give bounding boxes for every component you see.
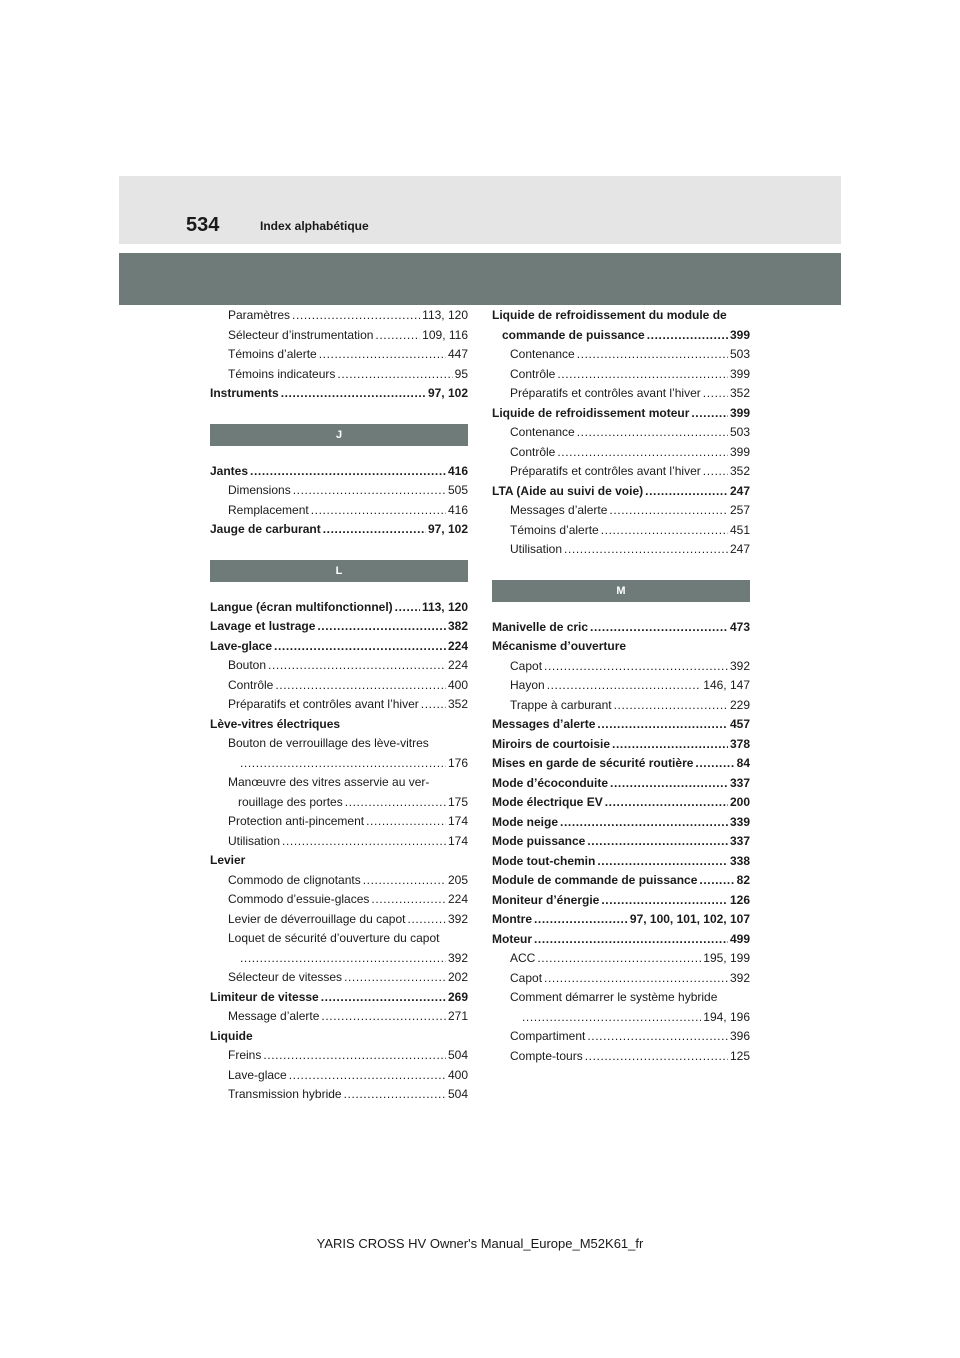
entry-pages: 175 — [447, 794, 468, 809]
index-entry-text: Manœuvre des vitres asservie au ver- — [228, 775, 430, 789]
entry-pages: 338 — [729, 853, 750, 868]
index-entry — [492, 949, 750, 969]
index-entry-main — [210, 617, 468, 637]
leader-dots — [268, 656, 446, 676]
leader-dots — [345, 793, 446, 813]
entry-pages: 224 — [447, 892, 468, 906]
leader-dots — [292, 306, 420, 326]
entry-pages: 202 — [447, 970, 468, 984]
leader-dots — [363, 871, 446, 891]
leader-dots — [323, 520, 426, 540]
entry-label: Utilisation — [228, 833, 281, 848]
index-column-right — [492, 306, 750, 1066]
index-entry — [210, 910, 468, 930]
letter-band-j: J — [210, 424, 468, 446]
entry-label: Langue (écran multifonctionnel) — [210, 599, 393, 614]
leader-dots — [371, 890, 446, 910]
entry-pages: 352 — [729, 464, 750, 478]
entry-pages: 378 — [729, 736, 750, 751]
entry-label: Mises en garde de sécurité routière — [492, 756, 694, 770]
index-entry — [492, 540, 750, 560]
entry-label: Contenance — [510, 425, 575, 439]
entry-pages: 194, 196 — [703, 1009, 750, 1024]
leader-dots — [645, 482, 728, 502]
index-entry-main — [492, 735, 750, 755]
entry-pages: 392 — [729, 658, 750, 673]
entry-pages: 174 — [447, 833, 468, 848]
entry-pages: 400 — [447, 677, 468, 692]
entry-label: Lave-glace — [210, 638, 273, 653]
entry-pages: 339 — [729, 814, 750, 829]
entry-pages: 451 — [729, 522, 750, 537]
entry-pages: 447 — [447, 347, 468, 361]
entry-pages: 269 — [447, 989, 468, 1004]
index-heading: Liquide — [210, 1028, 253, 1043]
index-entry-main — [492, 832, 750, 852]
leader-dots — [577, 423, 728, 443]
entry-pages: 174 — [447, 814, 468, 828]
leader-dots — [601, 521, 728, 541]
index-entry — [492, 676, 750, 696]
leader-dots — [703, 384, 728, 404]
entry-label: Capot — [510, 658, 543, 673]
leader-dots — [421, 695, 446, 715]
index-entry — [210, 1085, 468, 1105]
page-number: 534 — [186, 214, 220, 236]
leader-dots — [557, 365, 728, 385]
leader-dots — [534, 930, 728, 950]
entry-pages: 109, 116 — [422, 327, 468, 342]
leader-dots — [587, 832, 728, 852]
leader-dots — [240, 949, 446, 969]
entry-label: Levier de déverrouillage du capot — [228, 911, 406, 926]
leader-dots — [699, 871, 734, 891]
section-title: Index alphabétique — [260, 219, 369, 233]
index-entry-main — [492, 891, 750, 911]
leader-dots — [560, 813, 728, 833]
entry-label: Capot — [510, 970, 543, 985]
entry-label: Jauge de carburant — [210, 522, 321, 536]
entry-label: Module de commande de puissance — [492, 873, 698, 887]
entry-label: Messages d’alerte — [492, 717, 596, 731]
leader-dots — [319, 345, 446, 365]
entry-label: Compte-tours — [510, 1048, 583, 1063]
leader-dots — [597, 715, 728, 735]
index-entry — [210, 1046, 468, 1066]
entry-label: Dimensions — [228, 483, 291, 497]
index-entry — [210, 871, 468, 891]
index-entry — [492, 1047, 750, 1067]
leader-dots — [557, 443, 728, 463]
leader-dots — [366, 812, 446, 832]
entry-pages: 416 — [447, 502, 468, 517]
leader-dots — [311, 501, 446, 521]
index-entry — [210, 326, 468, 346]
entry-label: Moteur — [492, 931, 532, 946]
entry-label: Préparatifs et contrôles avant l’hiver — [510, 386, 701, 400]
index-entry-main — [210, 988, 468, 1008]
index-entry-main — [210, 520, 468, 540]
leader-dots — [691, 404, 728, 424]
entry-label: ACC — [510, 951, 536, 965]
entry-pages: 97, 102 — [427, 386, 468, 400]
entry-label: Trappe à carburant — [510, 697, 612, 712]
index-entry — [210, 832, 468, 852]
leader-dots — [605, 793, 728, 813]
entry-label: Manivelle de cric — [492, 619, 589, 634]
index-entry-main — [210, 462, 468, 482]
entry-pages: 503 — [729, 425, 750, 439]
index-entry — [492, 1027, 750, 1047]
entry-pages: 352 — [447, 697, 468, 711]
leader-dots — [610, 774, 728, 794]
entry-label: Lave-glace — [228, 1067, 287, 1082]
index-entry-text: Bouton de verrouillage des lève-vitres — [228, 736, 429, 750]
entry-pages: 416 — [447, 463, 468, 478]
letter-band-l: L — [210, 560, 468, 582]
entry-label: Freins — [228, 1048, 262, 1062]
entry-pages: 224 — [447, 638, 468, 653]
entry-pages: 82 — [736, 873, 750, 887]
index-entry-main — [210, 637, 468, 657]
entry-label: Transmission hybride — [228, 1087, 342, 1101]
index-entry — [492, 969, 750, 989]
leader-dots — [585, 1047, 728, 1067]
entry-label: Hayon — [510, 678, 545, 692]
leader-dots — [522, 1008, 701, 1028]
index-entry — [492, 501, 750, 521]
entry-pages: 146, 147 — [703, 678, 750, 692]
entry-pages: 126 — [729, 892, 750, 907]
entry-pages: 95 — [454, 366, 468, 381]
index-entry-main — [492, 482, 750, 502]
index-entry-main — [492, 871, 750, 891]
entry-label: Commodo d’essuie-glaces — [228, 892, 370, 906]
entry-label: Contrôle — [510, 444, 556, 459]
entry-pages: 195, 199 — [703, 951, 750, 965]
entry-pages: 392 — [447, 911, 468, 926]
index-entry-text: Loquet de sécurité d’ouverture du capot — [228, 931, 440, 945]
index-entry — [210, 676, 468, 696]
index-entry — [492, 443, 750, 463]
leader-dots — [289, 1066, 446, 1086]
entry-pages: 125 — [729, 1048, 750, 1063]
entry-label: Témoins indicateurs — [228, 366, 336, 381]
index-entry-main — [492, 852, 750, 872]
entry-pages: 392 — [729, 970, 750, 985]
leader-dots — [564, 540, 728, 560]
entry-pages: 176 — [447, 755, 468, 770]
entry-pages: 392 — [447, 950, 468, 965]
index-heading: Levier — [210, 853, 246, 867]
entry-pages: 247 — [729, 483, 750, 498]
entry-label: Paramètres — [228, 308, 291, 322]
entry-pages: 113, 120 — [421, 599, 468, 614]
entry-pages: 271 — [447, 1009, 468, 1023]
index-entry — [492, 462, 750, 482]
leader-dots — [597, 852, 728, 872]
index-entry — [492, 521, 750, 541]
entry-label: Contrôle — [510, 366, 556, 381]
index-entry-main — [210, 384, 468, 404]
leader-dots — [609, 501, 728, 521]
index-entry — [492, 345, 750, 365]
index-entry — [210, 1066, 468, 1086]
entry-label: Jantes — [210, 463, 249, 478]
index-entry-main — [492, 813, 750, 833]
leader-dots — [577, 345, 728, 365]
leader-dots — [587, 1027, 728, 1047]
entry-label: Préparatifs et contrôles avant l’hiver — [228, 697, 419, 711]
entry-label: LTA (Aide au suivi de voie) — [492, 483, 644, 498]
leader-dots — [534, 910, 628, 930]
index-entry-main — [492, 930, 750, 950]
index-entry-text: Comment démarrer le système hybride — [510, 990, 718, 1004]
entry-label: Moniteur d’énergie — [492, 892, 600, 907]
entry-pages: 113, 120 — [422, 308, 468, 322]
entry-label: Mode tout-chemin — [492, 853, 596, 868]
leader-dots — [407, 910, 446, 930]
leader-dots — [317, 617, 446, 637]
entry-pages: 224 — [447, 658, 468, 672]
leader-dots — [293, 481, 446, 501]
entry-pages: 200 — [729, 795, 750, 809]
entry-label: Instruments — [210, 386, 279, 400]
index-entry — [210, 812, 468, 832]
entry-label: Lavage et lustrage — [210, 619, 316, 633]
entry-label: Témoins d’alerte — [510, 522, 599, 537]
index-entry — [492, 384, 750, 404]
index-entry — [210, 695, 468, 715]
entry-pages: 382 — [447, 619, 468, 633]
entry-label: Limiteur de vitesse — [210, 989, 319, 1004]
entry-pages: 504 — [447, 1048, 468, 1062]
entry-pages: 352 — [729, 386, 750, 400]
index-entry — [492, 696, 750, 716]
entry-label: Utilisation — [510, 542, 563, 556]
letter-band-m: M — [492, 580, 750, 602]
index-entry-main — [492, 715, 750, 735]
entry-pages: 399 — [729, 327, 750, 342]
leader-dots — [544, 969, 728, 989]
index-entry-continuation — [492, 1008, 750, 1028]
leader-dots — [263, 1046, 446, 1066]
leader-dots — [281, 384, 426, 404]
leader-dots — [544, 657, 728, 677]
footer-manual-id: YARIS CROSS HV Owner's Manual_Europe_M52K61_fr — [316, 1236, 644, 1251]
entry-pages: 400 — [447, 1067, 468, 1082]
index-entry — [492, 657, 750, 677]
entry-label: Compartiment — [510, 1029, 586, 1043]
entry-pages: 399 — [729, 405, 750, 420]
index-heading: Liquide de refroidissement du module de — [492, 308, 727, 322]
leader-dots — [590, 618, 728, 638]
index-entry-continuation — [210, 754, 468, 774]
entry-label: commande de puissance — [502, 327, 645, 342]
leader-dots — [614, 696, 728, 716]
header-color-band — [119, 253, 841, 305]
index-entry — [210, 306, 468, 326]
index-entry — [210, 968, 468, 988]
entry-pages: 399 — [729, 444, 750, 459]
leader-dots — [703, 462, 728, 482]
entry-label: rouillage des portes — [238, 794, 343, 809]
leader-dots — [537, 949, 701, 969]
entry-label: Contrôle — [228, 677, 274, 692]
entry-label: Mode neige — [492, 814, 559, 829]
entry-label: Mode électrique EV — [492, 795, 603, 809]
index-entry-main — [492, 404, 750, 424]
index-entry — [210, 345, 468, 365]
entry-label: Contenance — [510, 347, 575, 361]
entry-pages: 337 — [729, 775, 750, 790]
index-entry-main — [492, 618, 750, 638]
index-entry — [210, 1007, 468, 1027]
leader-dots — [601, 891, 728, 911]
entry-label: Mode d’écoconduite — [492, 775, 609, 790]
entry-pages: 505 — [447, 483, 468, 497]
index-entry-main — [492, 754, 750, 774]
index-entry — [210, 365, 468, 385]
entry-pages: 229 — [729, 697, 750, 712]
entry-pages: 396 — [729, 1029, 750, 1043]
leader-dots — [395, 598, 420, 618]
index-entry — [210, 656, 468, 676]
entry-pages: 257 — [729, 503, 750, 517]
index-entry — [210, 890, 468, 910]
leader-dots — [344, 968, 446, 988]
entry-label: Sélecteur d’instrumentation — [228, 327, 374, 342]
leader-dots — [282, 832, 446, 852]
index-entry-main — [492, 774, 750, 794]
entry-label: Mode puissance — [492, 834, 586, 848]
leader-dots — [275, 676, 446, 696]
index-entry-main — [492, 910, 750, 930]
leader-dots — [547, 676, 702, 696]
index-entry — [210, 501, 468, 521]
index-entry-main — [492, 793, 750, 813]
entry-label: Bouton — [228, 658, 267, 672]
leader-dots — [344, 1085, 446, 1105]
entry-label: Message d’alerte — [228, 1009, 320, 1023]
header-top-band — [119, 176, 841, 244]
index-heading: Lève-vitres électriques — [210, 716, 341, 731]
index-entry-main — [492, 326, 750, 346]
entry-label: Montre — [492, 912, 532, 926]
entry-label: Liquide de refroidissement moteur — [492, 405, 690, 420]
entry-pages: 97, 102 — [427, 522, 468, 536]
entry-pages: 473 — [729, 619, 750, 634]
entry-pages: 504 — [447, 1087, 468, 1101]
entry-pages: 337 — [729, 834, 750, 848]
index-entry — [210, 481, 468, 501]
entry-pages: 399 — [729, 366, 750, 381]
index-column-left — [210, 306, 468, 1105]
index-entry-main — [210, 598, 468, 618]
entry-label: Remplacement — [228, 502, 309, 517]
entry-label: Témoins d’alerte — [228, 347, 317, 361]
entry-pages: 499 — [729, 931, 750, 946]
entry-pages: 84 — [736, 756, 750, 770]
entry-pages: 503 — [729, 347, 750, 361]
entry-label: Commodo de clignotants — [228, 872, 361, 887]
index-entry-continuation — [210, 949, 468, 969]
leader-dots — [647, 326, 728, 346]
leader-dots — [274, 637, 446, 657]
entry-label: Protection anti-pincement — [228, 814, 365, 828]
entry-pages: 457 — [729, 717, 750, 731]
leader-dots — [695, 754, 734, 774]
entry-label: Messages d’alerte — [510, 503, 608, 517]
entry-label: Préparatifs et contrôles avant l’hiver — [510, 464, 701, 478]
leader-dots — [375, 326, 420, 346]
index-entry — [492, 423, 750, 443]
leader-dots — [321, 1007, 446, 1027]
entry-pages: 205 — [447, 872, 468, 887]
entry-label: Miroirs de courtoisie — [492, 736, 611, 751]
index-heading: Mécanisme d’ouverture — [492, 639, 627, 653]
leader-dots — [240, 754, 446, 774]
entry-pages: 247 — [729, 542, 750, 556]
leader-dots — [321, 988, 446, 1008]
entry-pages: 97, 100, 101, 102, 107 — [629, 912, 750, 926]
index-entry — [492, 365, 750, 385]
index-entry-continuation — [210, 793, 468, 813]
leader-dots — [250, 462, 446, 482]
entry-label: Sélecteur de vitesses — [228, 970, 343, 984]
leader-dots — [337, 365, 452, 385]
leader-dots — [612, 735, 728, 755]
